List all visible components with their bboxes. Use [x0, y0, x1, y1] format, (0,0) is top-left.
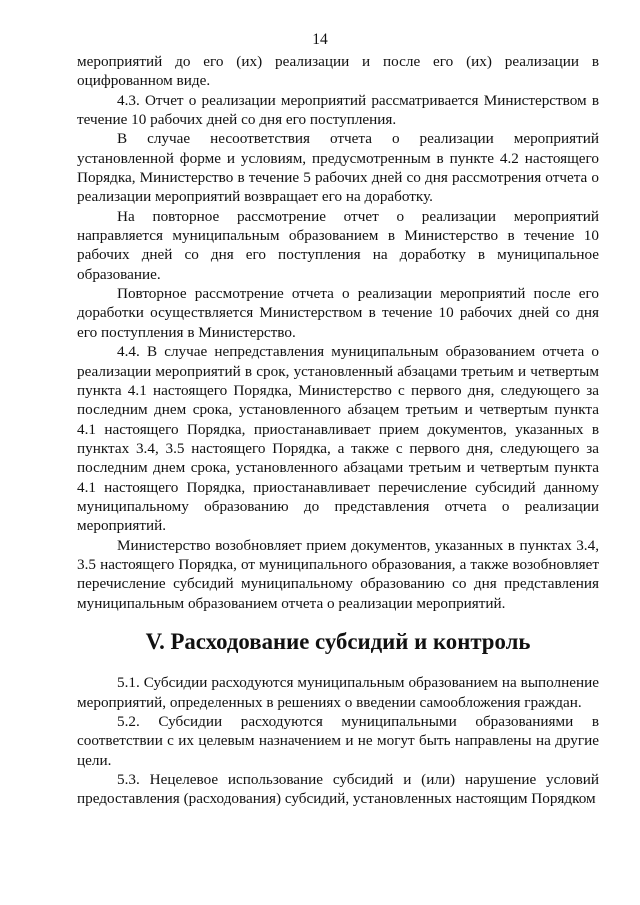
page-number: 14	[312, 31, 328, 48]
paragraph: В случае несоответствия отчета о реализации мероприятий установленной форме и условиям, предусмотренным в пункте 4.2 настоящего Порядка, Министерство в течение 5 рабочих дней со дня рассмотрения отчета о реализации мероприятий возвращает его на доработку.	[77, 130, 599, 206]
paragraph: Министерство возобновляет прием документов, указанных в пунктах 3.4, 3.5 настоящего Порядка, от муниципального образования, а также возобновляет перечисление субсидий муниципальному образованию со дня представления муниципальным образованием отчета о реализации мероприятий.	[77, 536, 599, 612]
paragraph-5-2: 5.2. Субсидии расходуются муниципальными образованиями в соответствии с их целевым назначением и не могут быть направлены на другие цели.	[77, 713, 599, 769]
paragraph-5-3: 5.3. Нецелевое использование субсидий и (или) нарушение условий предоставления (расходования) субсидий, установленных настоящим Порядком	[77, 771, 599, 808]
paragraph: Повторное рассмотрение отчета о реализации мероприятий после его доработки осуществляется Министерством в течение 10 рабочих дней со дня его поступления в Министерство.	[77, 285, 599, 341]
paragraph-4-4: 4.4. В случае непредставления муниципальным образованием отчета о реализации мероприятий в срок, установленный абзацами третьим и четвертым пункта 4.1 настоящего Порядка, Министерство с первого дня, следующего за последним днем срока, установленного абзацем третьим и четвертым пункта 4.1 настоящего Порядка, приостанавливает прием документов, указанных в пунктах 3.4, 3.5 настоящего Порядка, а также с первого дня, следующего за последним днем срока, установленного абзацами третьим и четвертым пункта 4.1 настоящего Порядка, приостанавливает перечисление субсидий данному муниципальному образованию до представления отчета о реализации мероприятий.	[77, 343, 599, 535]
paragraph: На повторное рассмотрение отчет о реализации мероприятий направляется муниципальным образованием в Министерство в течение 10 рабочих дней со дня его поступления на доработку в муниципальное образование.	[77, 207, 599, 283]
section-title: V. Расходование субсидий и контроль	[145, 628, 531, 654]
paragraph: мероприятий до его (их) реализации и после его (их) реализации в оцифрованном виде.	[77, 53, 599, 90]
document-body	[77, 52, 599, 809]
paragraph-5-1: 5.1. Субсидии расходуются муниципальным образованием на выполнение мероприятий, определенных в решениях о введении самообложения граждан.	[77, 674, 599, 711]
paragraph-4-3: 4.3. Отчет о реализации мероприятий рассматривается Министерством в течение 10 рабочих дней со дня его поступления.	[77, 91, 599, 129]
